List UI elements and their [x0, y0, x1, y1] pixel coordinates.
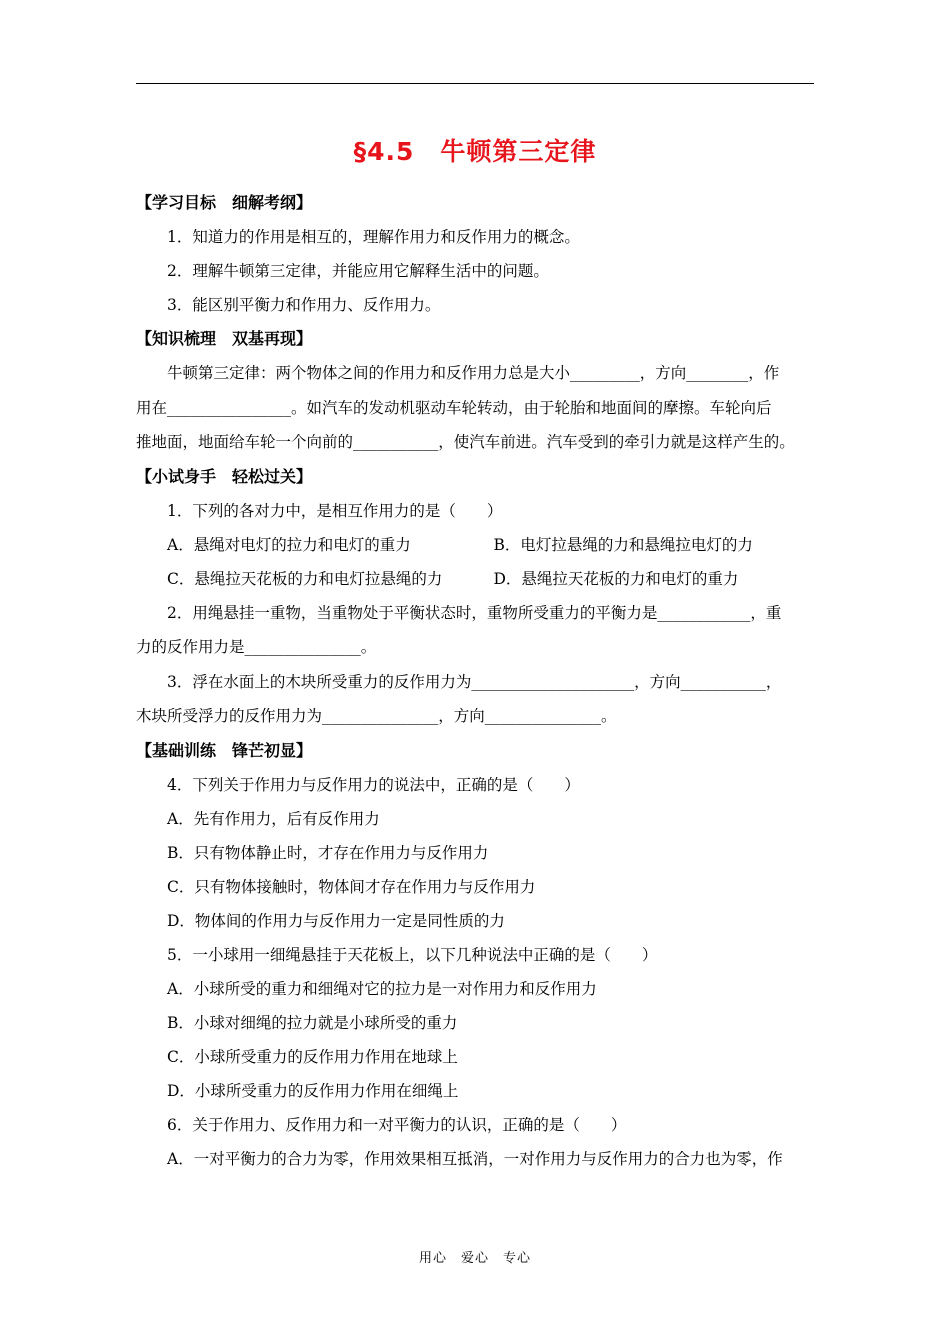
- header-rule: [136, 83, 814, 84]
- goal-item-1: 1．知道力的作用是相互的，理解作用力和反作用力的概念。: [167, 228, 580, 246]
- question-3: [136, 665, 820, 734]
- goal-item-2: 2．理解牛顿第三定律，并能应用它解释生活中的问题。: [167, 262, 549, 280]
- question-5: 5．一小球用一细绳悬挂于天花板上，以下几种说法中正确的是（ ）: [167, 945, 658, 964]
- section-heading-training: 【基础训练 锋芒初显】: [136, 740, 313, 760]
- question-1-option-c: C．悬绳拉天花板的力和电灯拉悬绳的力: [167, 569, 443, 588]
- question-4-option-b: B．只有物体静止时，才存在作用力与反作用力: [167, 843, 489, 862]
- question-1: 1．下列的各对力中，是相互作用力的是（ ）: [167, 501, 503, 520]
- question-1-options-row-2: [136, 562, 820, 596]
- page-footer: 用心 爱心 专心: [418, 1251, 531, 1266]
- section-heading-knowledge: 【知识梳理 双基再现】: [136, 329, 313, 348]
- question-6: 6．关于作用力、反作用力和一对平衡力的认识，正确的是（ ）: [167, 1115, 627, 1134]
- question-4-option-a: A．先有作用力，后有反作用力: [167, 809, 380, 828]
- question-6-option-a: A．一对平衡力的合力为零，作用效果相互抵消，一对作用力与反作用力的合力也为零，作: [167, 1149, 783, 1168]
- section-heading-goals: 【学习目标 细解考纲】: [136, 193, 313, 212]
- question-1-options-row-1: [136, 528, 820, 562]
- page-title: §4.5 牛顿第三定律: [353, 137, 597, 166]
- knowledge-paragraph: [136, 356, 820, 460]
- question-5-option-b: B．小球对细绳的拉力就是小球所受的重力: [167, 1013, 458, 1032]
- question-4-option-d: D．物体间的作用力与反作用力一定是同性质的力: [167, 911, 505, 930]
- goal-item-3: 3．能区别平衡力和作用力、反作用力。: [167, 296, 441, 314]
- knowledge-line-2: 用在________________。如汽车的发动机驱动车轮转动，由于轮胎和地面间的摩擦。车轮向后: [136, 398, 772, 417]
- document-body: [136, 186, 820, 1176]
- knowledge-line-3: 推地面，地面给车轮一个向前的___________，使汽车前进。汽车受到的牵引力就是这样产生的。: [136, 433, 795, 451]
- question-2-line-2: 力的反作用力是_______________。: [136, 638, 377, 656]
- knowledge-line-1: 牛顿第三定律：两个物体之间的作用力和反作用力总是大小_________，方向________，作: [167, 364, 780, 382]
- question-1-option-b: B．电灯拉悬绳的力和悬绳拉电灯的力: [493, 535, 753, 554]
- question-1-option-a: A．悬绳对电灯的拉力和电灯的重力: [167, 535, 411, 554]
- question-5-option-a: A．小球所受的重力和细绳对它的拉力是一对作用力和反作用力: [167, 979, 597, 998]
- question-2-line-1: 2．用绳悬挂一重物，当重物处于平衡状态时，重物所受重力的平衡力是____________，重: [167, 603, 782, 622]
- question-5-option-c: C．小球所受重力的反作用力作用在地球上: [167, 1047, 458, 1066]
- section-heading-practice: 【小试身手 轻松过关】: [136, 466, 313, 486]
- question-1-option-d: D．悬绳拉天花板的力和电灯的重力: [493, 569, 739, 588]
- question-4: 4．下列关于作用力与反作用力的说法中，正确的是（ ）: [167, 775, 580, 794]
- question-4-option-c: C．只有物体接触时，物体间才存在作用力与反作用力: [167, 877, 536, 896]
- question-3-line-1: 3．浮在水面上的木块所受重力的反作用力为_____________________，方向___________，: [167, 672, 782, 691]
- question-5-option-d: D．小球所受重力的反作用力作用在细绳上: [167, 1081, 459, 1100]
- question-2: [136, 596, 820, 665]
- question-3-line-2: 木块所受浮力的反作用力为_______________，方向_______________。: [136, 707, 617, 725]
